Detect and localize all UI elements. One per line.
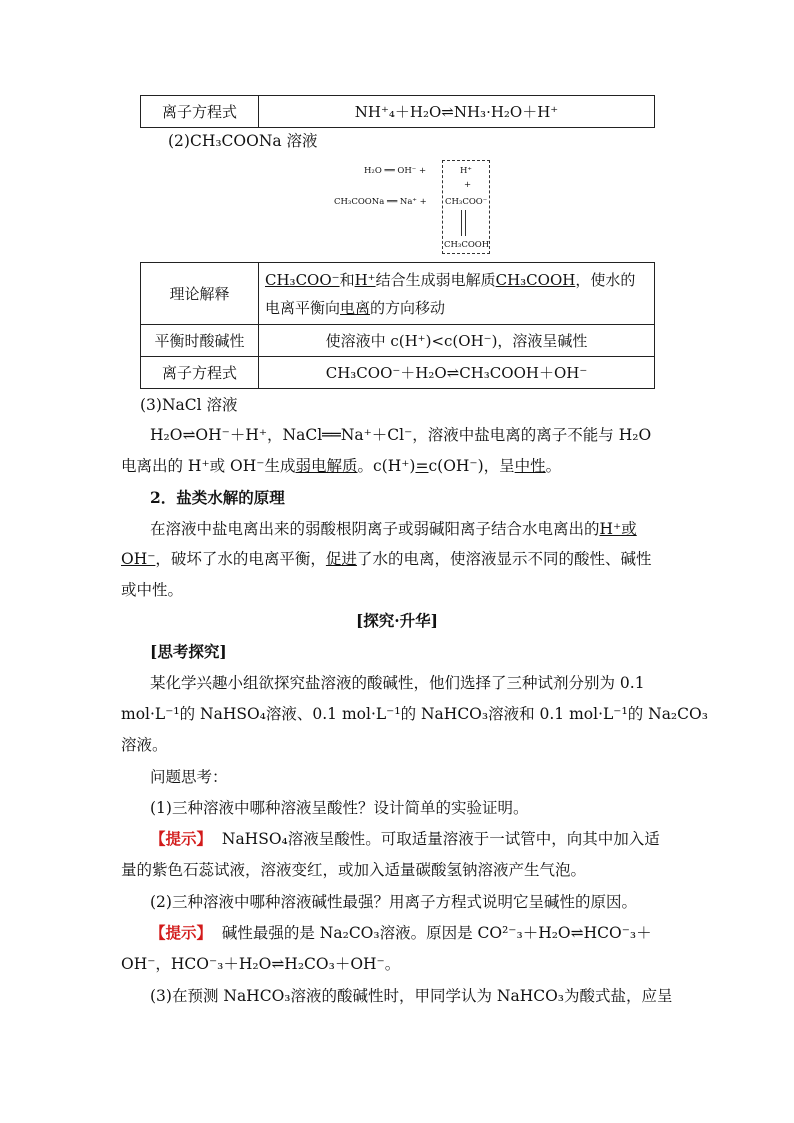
hint-label: 【提示】 xyxy=(150,923,213,942)
question-3: (3)在预测 NaHCO₃溶液的酸碱性时，甲同学认为 NaHCO₃为酸式盐，应呈 xyxy=(150,987,673,1005)
table-value: CH₃COO⁻＋H₂O⇌CH₃COOH＋OH⁻ xyxy=(259,357,655,389)
question-1: (1)三种溶液中哪种溶液呈酸性？设计简单的实验证明。 xyxy=(150,799,529,817)
ch3coona-table xyxy=(140,262,655,389)
paragraph-line: 量的紫色石蕊试液，溶液变红，或加入适量碳酸氢钠溶液产生气泡。 xyxy=(121,861,587,879)
section-heading-ch3coona: (2)CH₃COONa 溶液 xyxy=(168,132,318,150)
paragraph-line: 溶液。 xyxy=(121,736,168,754)
diagram-h-ion: H⁺ xyxy=(460,166,472,176)
table-label: 离子方程式 xyxy=(141,357,259,389)
answer-2: 【提示】 碱性最强的是 Na₂CO₃溶液。原因是 CO²⁻₃＋H₂O⇌HCO⁻₃＋ xyxy=(150,923,652,942)
table-value-theory: CH₃COO⁻和H⁺结合生成弱电解质CH₃COOH，使水的电离平衡向电离的方向移动 xyxy=(259,263,655,325)
hint-label: 【提示】 xyxy=(150,829,213,848)
table-value: NH⁺₄＋H₂O⇌NH₃·H₂O＋H⁺ xyxy=(259,96,655,128)
diagram-arrow-icon xyxy=(461,210,466,236)
diagram-row-water: H₂O ══ OH⁻ + xyxy=(364,166,427,176)
ion-equation-table-nh4 xyxy=(140,95,655,128)
point-heading: 2．盐类水解的原理 xyxy=(150,488,285,507)
answer-1: 【提示】 NaHSO₄溶液呈酸性。可取适量溶液于一试管中，向其中加入适 xyxy=(150,829,660,848)
diagram-acetic-acid: CH₃COOH xyxy=(444,240,490,250)
diagram-acetate-ion: CH₃COO⁻ xyxy=(445,197,488,207)
paragraph-line: 电离出的 H⁺或 OH⁻生成弱电解质。c(H⁺)=c(OH⁻)，呈中性。 xyxy=(121,457,562,475)
paragraph-line: mol·L⁻¹的 NaHSO₄溶液、0.1 mol·L⁻¹的 NaHCO₃溶液和 0.1 mol·L⁻¹的 Na₂CO₃ xyxy=(121,705,708,723)
question-heading: 问题思考： xyxy=(150,768,228,786)
table-value: 使溶液中 c(H⁺)<c(OH⁻)，溶液呈碱性 xyxy=(259,325,655,357)
table-label: 平衡时酸碱性 xyxy=(141,325,259,357)
explore-heading: [探究·升华] xyxy=(355,611,439,630)
paragraph-line: OH⁻，破坏了水的电离平衡，促进了水的电离，使溶液显示不同的酸性、碱性 xyxy=(121,550,652,568)
diagram-plus: + xyxy=(464,180,472,190)
paragraph-line: 某化学兴趣小组欲探究盐溶液的酸碱性，他们选择了三种试剂分别为 0.1 xyxy=(150,674,645,692)
table-label: 离子方程式 xyxy=(141,96,259,128)
hydrolysis-diagram xyxy=(334,160,494,256)
question-2: (2)三种溶液中哪种溶液碱性最强？用离子方程式说明它呈碱性的原因。 xyxy=(150,893,637,911)
table-label: 理论解释 xyxy=(141,263,259,325)
paragraph-line: 在溶液中盐电离出来的弱酸根阴离子或弱碱阳离子结合水电离出的H⁺或 xyxy=(150,520,637,538)
paragraph-line: 或中性。 xyxy=(121,581,184,599)
think-heading: [思考探究] xyxy=(150,642,227,661)
paragraph-line: OH⁻，HCO⁻₃＋H₂O⇌H₂CO₃＋OH⁻。 xyxy=(121,955,401,973)
diagram-row-salt: CH₃COONa ══ Na⁺ + xyxy=(334,197,427,207)
section-heading-nacl: (3)NaCl 溶液 xyxy=(140,396,238,414)
paragraph-line: H₂O⇌OH⁻＋H⁺，NaCl══Na⁺＋Cl⁻，溶液中盐电离的离子不能与 H₂O xyxy=(150,426,652,444)
